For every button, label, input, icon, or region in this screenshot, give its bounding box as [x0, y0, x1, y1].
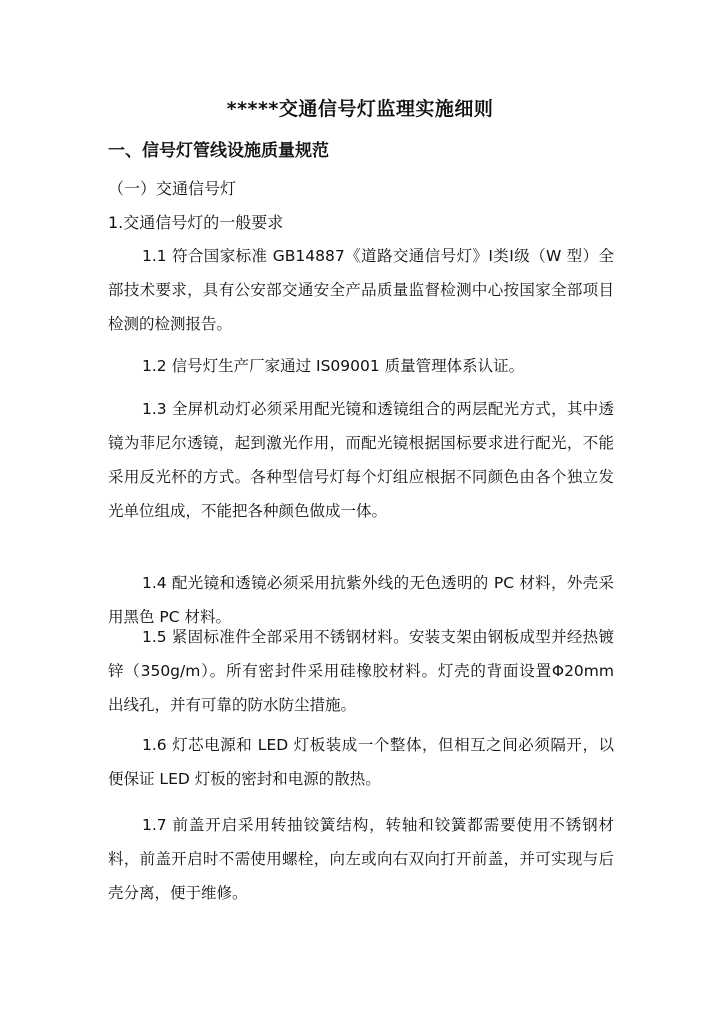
paragraph-text: 1.6 灯芯电源和 LED 灯板装成一个整体，但相互之间必须隔开，以便保证 LED 灯板的密封和电源的散热。 [108, 736, 614, 788]
paragraph-1-3 [108, 392, 614, 528]
document-title: *****交通信号灯监理实施细则 [226, 98, 494, 120]
section-heading: 一、信号灯管线设施质量规范 [108, 141, 329, 161]
paragraph-text: 1.5 紧固标准件全部采用不锈钢材料。安装支架由钢板成型并经热镀锌（350g/m）。所有密封件采用硅橡胶材料。灯壳的背面设置Φ20mm 出线孔，并有可靠的防水防尘措施。 [108, 628, 614, 714]
paragraph-text: 1.3 全屏机动灯必须采用配光镜和透镜组合的两层配光方式，其中透镜为菲尼尔透镜，起到激光作用，而配光镜根据国标要求进行配光，不能采用反光杯的方式。各种型信号灯每个灯组应根据不同颜色由各个独立发光单位组成，不能把各种颜色做成一体。 [108, 400, 614, 520]
paragraph-1-1 [108, 239, 614, 341]
paragraph-1-5 [108, 620, 614, 722]
paragraph-text: 1.4 配光镜和透镜必须采用抗紫外线的无色透明的 PC 材料，外壳采用黑色 PC 材料。 [108, 574, 614, 626]
paragraph-1-2 [108, 349, 614, 383]
paragraph-text: 1.1 符合国家标准 GB14887《道路交通信号灯》Ⅰ类Ⅰ级（W 型）全部技术要求，具有公安部交通安全产品质量监督检测中心按国家全部项目检测的检测报告。 [108, 247, 614, 333]
subsection-heading: （一）交通信号灯 [108, 179, 237, 198]
paragraph-1-6 [108, 728, 614, 796]
paragraph-text: 1.7 前盖开启采用转抽铰簧结构，转轴和铰簧都需要使用不锈钢材料，前盖开启时不需使用螺栓，向左或向右双向打开前盖，并可实现与后壳分离，便于维修。 [108, 816, 614, 902]
paragraph-text: 1.2 信号灯生产厂家通过 IS09001 质量管理体系认证。 [142, 357, 525, 375]
paragraph-1-7 [108, 808, 614, 910]
item-heading: 1.交通信号灯的一般要求 [108, 213, 284, 232]
